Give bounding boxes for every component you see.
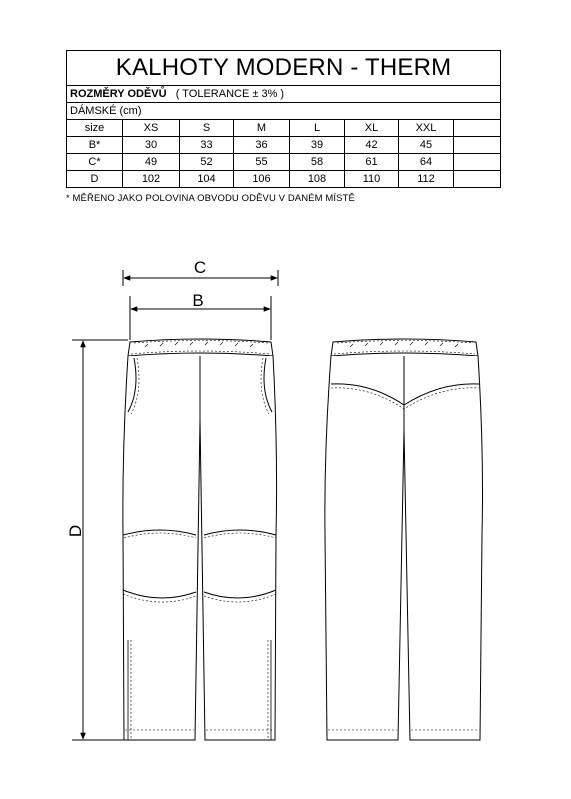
table-cell: 55 [234,154,290,171]
row-label-cell: B* [67,137,123,154]
table-cell: 42 [345,137,399,154]
header-cell: XXL [399,120,454,137]
table-cell: 108 [290,171,345,188]
dimension-b-label: B [192,291,204,310]
table-cell: 58 [290,154,345,171]
table-cell: 112 [399,171,454,188]
header-cell: M [234,120,290,137]
dimension-c-label: C [193,258,207,277]
trousers-front-view [123,339,277,740]
table-cell: 49 [123,154,180,171]
header-cell: size [67,120,123,137]
table-cell: 36 [234,137,290,154]
trousers-back-view [325,339,483,740]
header-cell: XL [345,120,399,137]
table-cell: 30 [123,137,180,154]
header-cell: S [180,120,234,137]
table-cell: 106 [234,171,290,188]
table-cell: 52 [180,154,234,171]
table-cell: 45 [399,137,454,154]
dimension-d [66,340,128,740]
table-cell: 110 [345,171,399,188]
header-cell: L [290,120,345,137]
row-label-cell: C* [67,154,123,171]
dimension-b [130,291,271,340]
table-cell: 104 [180,171,234,188]
table-cell: 102 [123,171,180,188]
product-title: KALHOTY MODERN - THERM [67,51,501,86]
table-cell: 61 [345,154,399,171]
dimension-c [123,258,278,286]
dimension-d-label: D [66,524,85,538]
table-cell: 64 [399,154,454,171]
tolerance-note: ( TOLERANCE ± 3% ) [175,88,285,100]
table-cell: 39 [290,137,345,154]
measurement-footnote: * MĚŘENO JAKO POLOVINA OBVODU ODĚVU V DANÉM MÍSTĚ [66,193,355,204]
category-label: DÁMSKÉ (cm) [67,103,501,120]
measurements-label: ROZMĚRY ODĚVŮ [70,88,167,100]
table-cell: 33 [180,137,234,154]
row-label-cell: D [67,171,123,188]
header-cell: XS [123,120,180,137]
